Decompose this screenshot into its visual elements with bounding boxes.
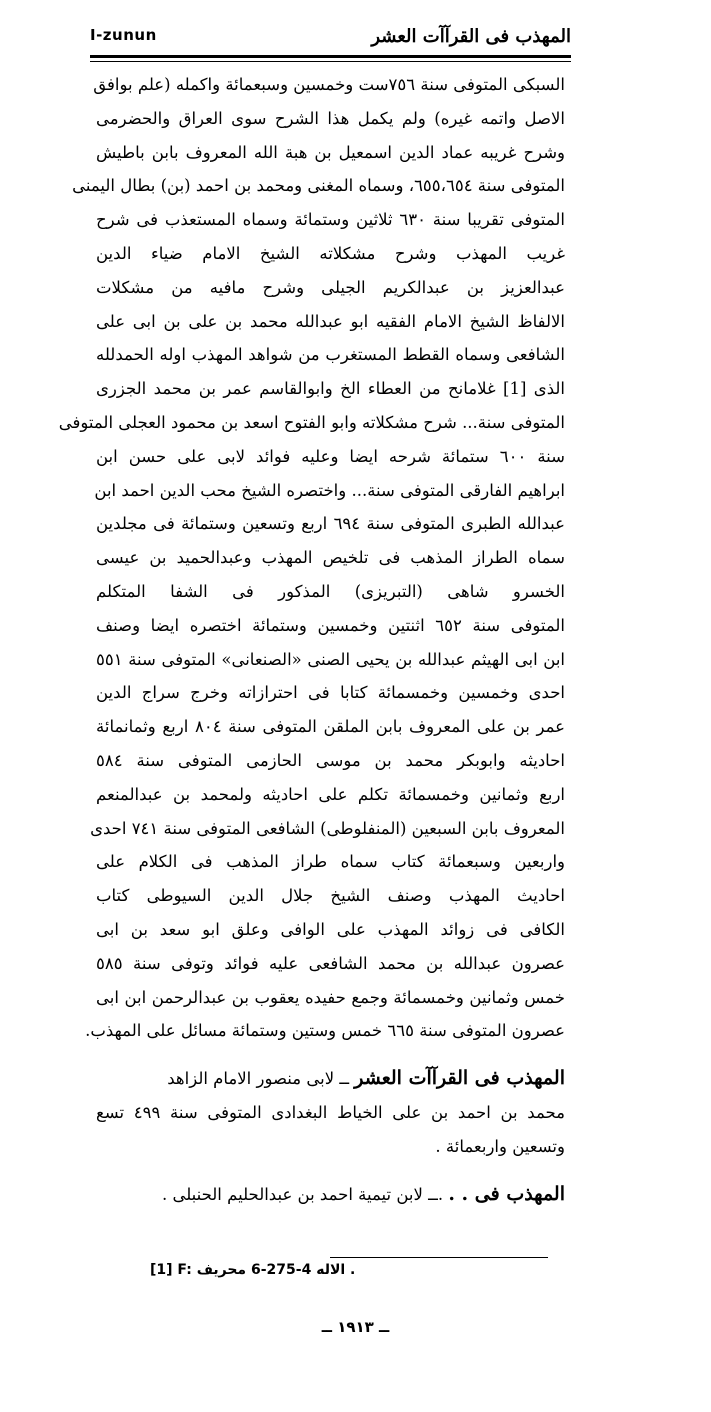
entry-muhadhdhab-ibn-taymiyya (96, 1178, 565, 1212)
entry-heading: المهذب فى . . (448, 1182, 565, 1205)
text-line: احاديثه وابوبكر محمد بن موسى الحازمى المتوفى سنة ٥٨٤ (96, 750, 565, 770)
header-title: المهذب فى القرآآت العشر (371, 26, 571, 47)
header-rule-thin (90, 61, 571, 62)
text-line: وشرح غريبه عماد الدين اسمعيل بن هبة الله المعروف بابن باطيش (96, 142, 565, 162)
entry-muhadhdhab-commentaries (58, 68, 566, 1048)
footnote-rule (330, 1257, 548, 1258)
text-line: عصرون عبدالله بن محمد الشافعى عليه فوائد وتوفى سنة ٥٨٥ (96, 953, 565, 973)
text-line: الشافعى وسماه القطط المستغرب من شواهد المهذب اوله الحمدلله (96, 345, 565, 365)
text-line: عبدالله الطبرى المتوفى سنة ٦٩٤ اربع وتسعين وستمائة فى مجلدين (96, 514, 565, 534)
text-line: المتوفى تقريبا سنة ٦٣٠ ثلاثين وستمائة وسماه المستعذب فى شرح (96, 210, 565, 230)
text-line: المتوفى سنة ٦٥٢ اثنتين وخمسين وستمائة اختصره ايضا وصنف (96, 615, 566, 635)
text-line: الكافى فى زوائد المهذب على الوافى وعلق ابو سعد بن ابى (96, 919, 565, 939)
text-line: الاصل واتمه غيره) ولم يكمل هذا الشرح سوى العراق والحضرمى (96, 108, 565, 128)
text-line: احاديث المهذب وصنف الشيخ جلال الدين السيوطى كتاب (96, 886, 565, 906)
text-line: احدى وخمسين وخمسمائة كتابا فى احترازاته وخرج سراج الدين (96, 683, 565, 703)
text-line: خمس وثمانين وخمسمائة وجمع حفيده يعقوب بن عبدالرحمن ابن ابى (96, 987, 565, 1007)
text-line: محمد بن احمد بن على الخياط البغدادى المتوفى سنة ٤٩٩ تسع (96, 1102, 566, 1122)
entry-heading-line (96, 1062, 565, 1096)
text-line: وتسعين واربعمائة . (435, 1136, 565, 1156)
text-line: عمر بن على المعروف بابن الملقن المتوفى سنة ٨٠٤ اربع وثمانمائة (96, 717, 566, 737)
entry-heading-rest: .ــ لابن تيمية احمد بن عبدالحليم الحنبلى . (161, 1184, 444, 1204)
text-line: ابن ابى الهيثم عبدالله بن يحيى الصنى «الصنعانى» المتوفى سنة ٥٥١ (96, 649, 565, 669)
text-line: سنة ٦٠٠ ستمائة شرحه ايضا وعليه فوائد لابى على حسن ابن (96, 446, 565, 466)
text-line: عصرون المتوفى سنة ٦٦٥ خمس وستين وستمائة مسائل على المهذب. (85, 1021, 565, 1041)
text-line: الالفاظ الشيخ الامام الفقيه ابو عبدالله محمد بن على بن ابى على (96, 311, 565, 331)
entry-heading-line (96, 1178, 565, 1212)
running-header (90, 26, 571, 54)
header-rule-thick (90, 55, 571, 58)
text-line: المتوفى سنة ٦٥٥،٦٥٤، وسماه المغنى ومحمد بن احمد (بن) بطال اليمنى (72, 176, 565, 196)
text-line: اربع وثمانين وخمسمائة تكلم على احاديثه ولمحمد بن عبدالمنعم (96, 784, 565, 804)
text-line: المتوفى سنة... شرح مشكلاته وابو الفتوح اسعد بن محمود العجلى المتوفى (58, 412, 565, 432)
entry-heading-rest: ــ لابى منصور الامام الزاهد (167, 1069, 350, 1089)
page-number: ــ ١٩١٣ ــ (321, 1318, 390, 1336)
text-line: سماه الطراز المذهب فى تلخيص المهذب وعبدالحميد بن عيسى (96, 548, 565, 568)
header-source: I-zunun (90, 26, 157, 44)
text-line: السبكى المتوفى سنة ٧٥٦ست وخمسين وسبعمائة واكمله (علم بوافق (93, 75, 565, 94)
page-body (58, 68, 566, 1211)
text-line: عبدالعزيز بن عبدالكريم الجيلى وشرح مافيه من مشكلات (96, 277, 565, 297)
text-line: المعروف بابن السبعين (المنفلوطى) الشافعى المتوفى سنة ٧٤١ احدى (90, 818, 565, 838)
text-line: ابراهيم الفارقى المتوفى سنة... واختصره الشيخ محب الدين احمد ابن (94, 480, 565, 500)
text-line: الذى [1] غلامانح من العطاء الخ وابوالقاسم عمر بن محمد الجزرى (96, 379, 565, 399)
text-line: غريب المهذب وشرح مشكلاته الشيخ الامام ضياء الدين (96, 243, 565, 263)
entry-muhadhdhab-qiraat (96, 1062, 565, 1163)
footnote: [1] F: الاله 4-275-6 محريف . (150, 1262, 356, 1278)
text-line: واربعين وسبعمائة كتاب سماه طراز المذهب فى الكلام على (96, 852, 565, 872)
text-line: الخسرو شاهى (التبريزى) المذكور فى الشفا المتكلم (96, 581, 565, 601)
entry-heading: المهذب فى القرآآت العشر (354, 1067, 565, 1090)
